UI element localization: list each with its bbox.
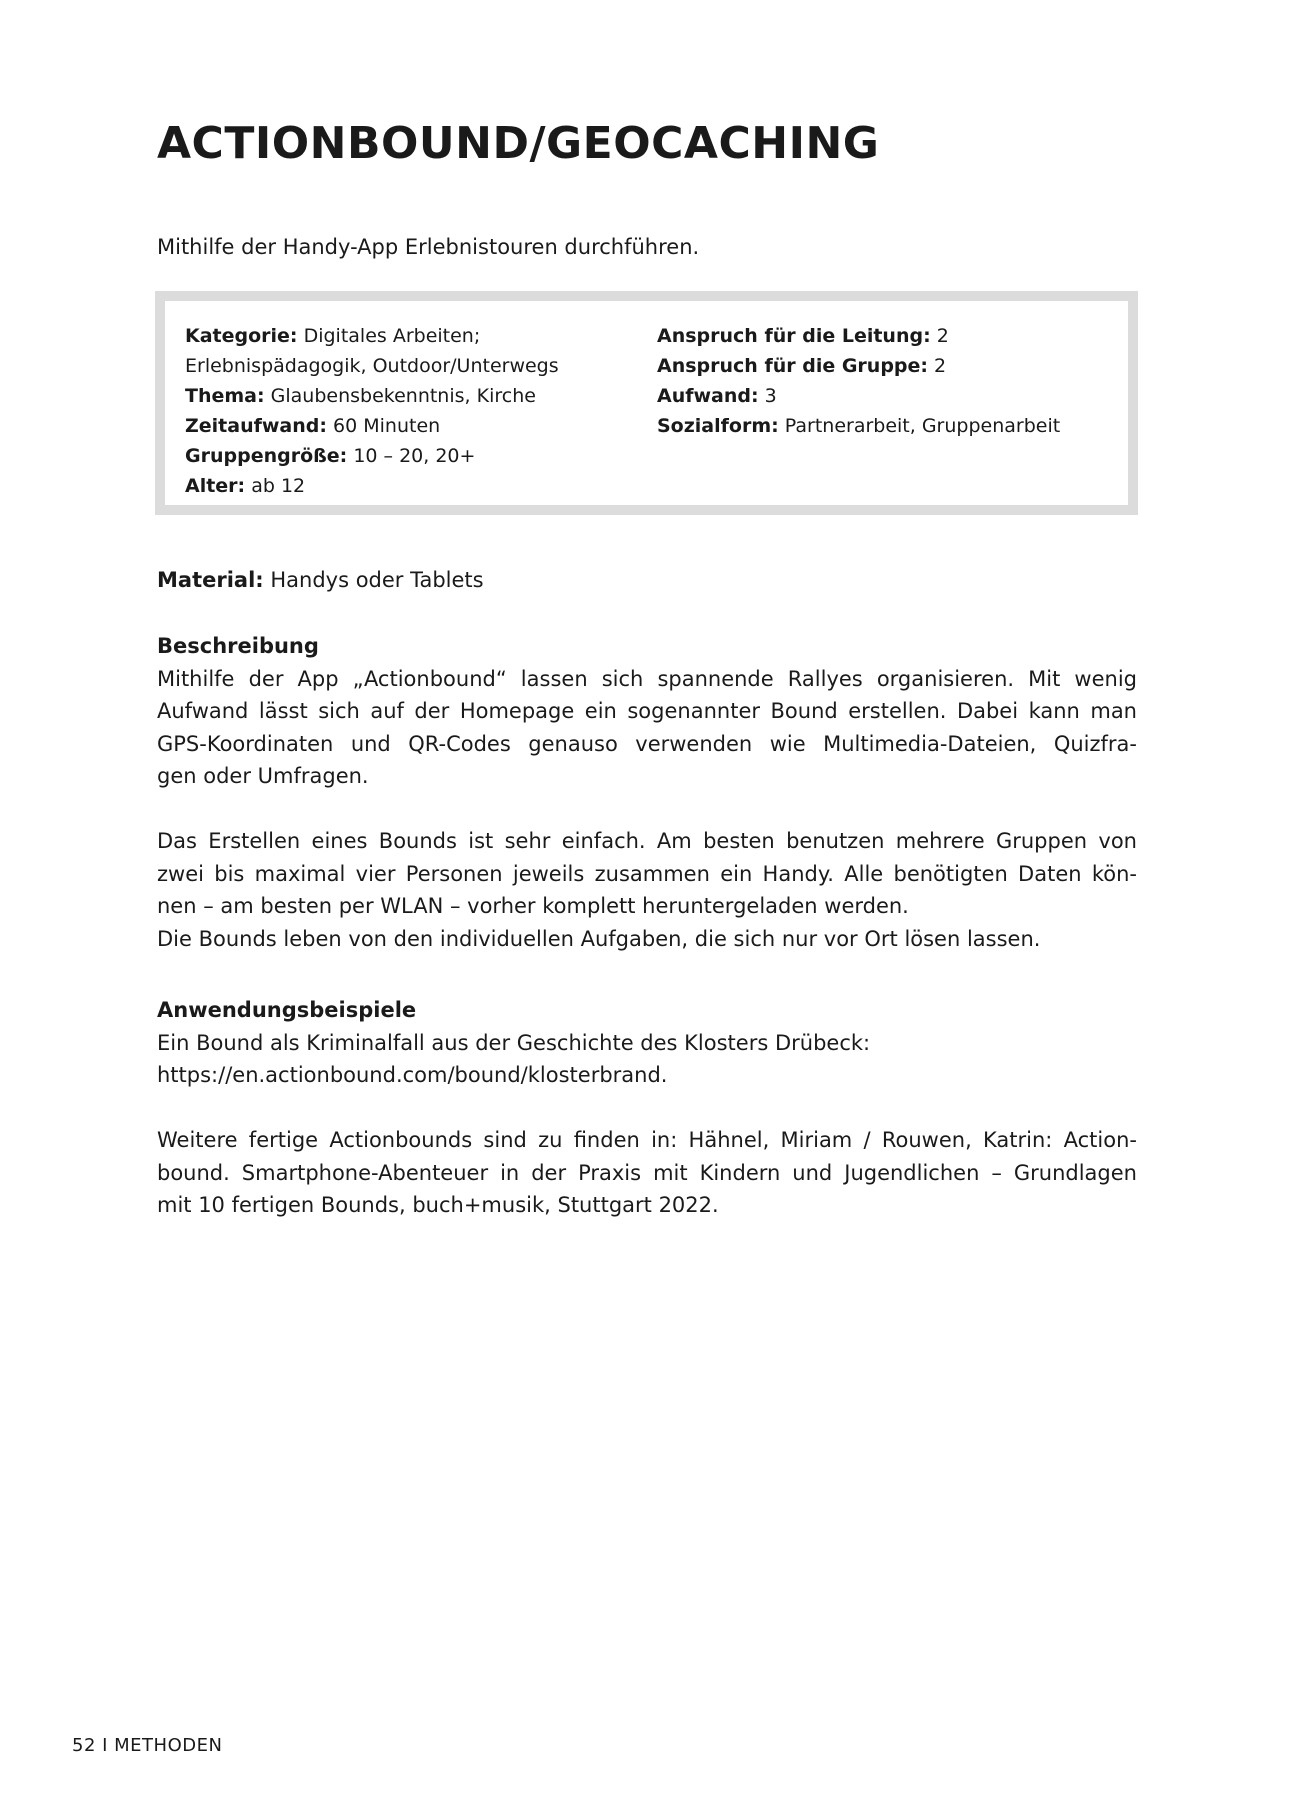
text-line: Weitere fertige Actionbounds sind zu finden in: Hähnel, Miriam / Rouwen, Katrin: Action- [157,1128,1137,1152]
text-line: bound. Smartphone-Abenteuer in der Praxis mit Kindern und Jugendlichen – Grundlagen [157,1160,1137,1185]
info-row: Anspruch für die Gruppe: 2 [657,355,947,377]
info-box [155,291,1138,515]
info-row: Zeitaufwand: 60 Minuten [185,415,441,437]
section-heading: Beschreibung [157,634,319,658]
text-line: Mithilfe der App „Actionbound“ lassen sich spannende Rallyes organisieren. Mit wenig [157,666,1137,691]
info-left-column [185,321,559,501]
info-row: Alter: ab 12 [185,475,306,497]
section-heading: Anwendungsbeispiele [157,998,417,1022]
text-line: Die Bounds leben von den individuellen Aufgaben, die sich nur vor Ort lösen lassen. [157,926,1041,951]
info-row: Erlebnispädagogik, Outdoor/Unterwegs [185,355,559,377]
info-row: Anspruch für die Leitung: 2 [657,325,949,347]
text-line: nen – am besten per WLAN – vorher komplett heruntergeladen werden. [157,894,909,918]
subtitle: Mithilfe der Handy-App Erlebnistouren durchführen. [157,235,700,259]
material-line: Material: Handys oder Tablets [157,568,484,592]
info-row: Kategorie: Digitales Arbeiten; [185,325,481,347]
section-beschreibung [157,630,1137,955]
text-line: zwei bis maximal vier Personen jeweils zusammen ein Handy. Alle benötigten Daten kön- [157,861,1137,886]
page-footer: 52 I METHODEN [72,1735,223,1756]
section-anwendungsbeispiele [157,994,1137,1222]
text-line: Aufwand lässt sich auf der Homepage ein sogenannter Bound erstellen. Dabei kann man [157,699,1137,723]
text-line: Ein Bound als Kriminalfall aus der Geschichte des Klosters Drübeck: [157,1030,871,1055]
info-row: Sozialform: Partnerarbeit, Gruppenarbeit [657,415,1061,437]
text-line: GPS-Koordinaten und QR-Codes genauso verwenden wie Multimedia-Dateien, Quizfra- [157,731,1137,756]
text-line: Das Erstellen eines Bounds ist sehr einfach. Am besten benutzen mehrere Gruppen von [157,829,1137,853]
page-title: ACTIONBOUND/GEOCACHING [157,118,880,169]
info-row: Aufwand: 3 [657,385,777,407]
info-row: Thema: Glaubensbekenntnis, Kirche [185,385,536,407]
url-text: https://en.actionbound.com/bound/klosterbrand. [157,1063,668,1087]
info-row: Gruppengröße: 10 – 20, 20+ [185,445,476,467]
info-right-column [657,321,1060,441]
text-line: gen oder Umfragen. [157,764,369,788]
text-line: mit 10 fertigen Bounds, buch+musik, Stuttgart 2022. [157,1193,719,1217]
